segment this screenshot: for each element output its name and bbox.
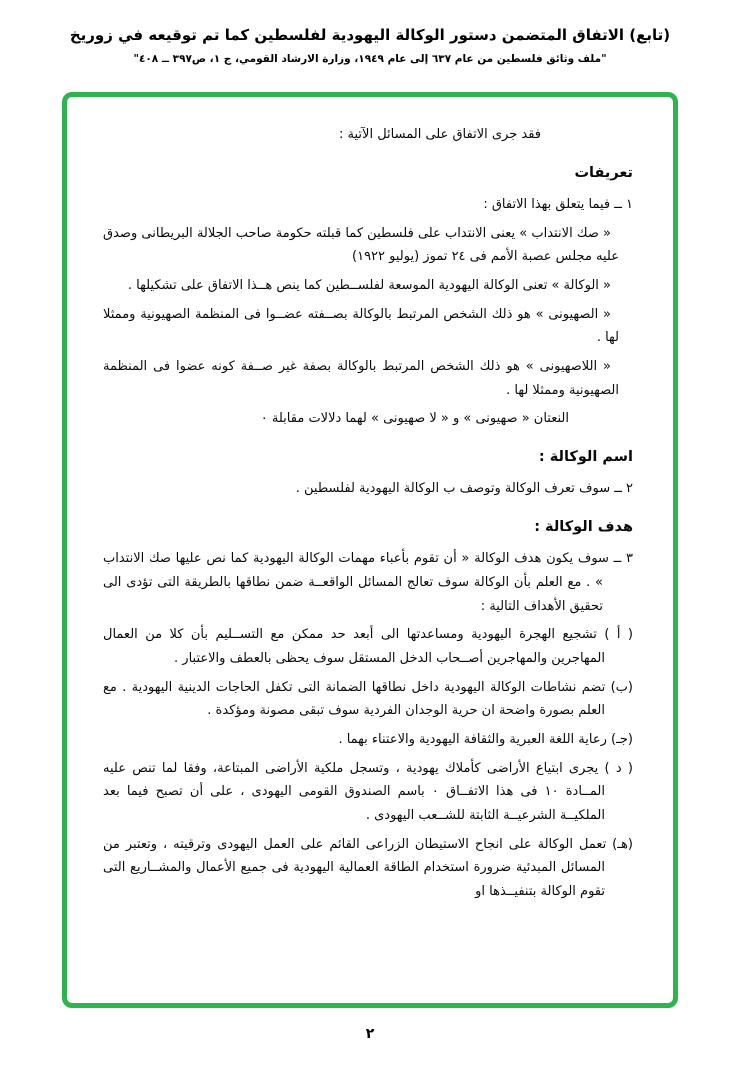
paragraph: ١ ــ فيما يتعلق بهذا الاتفاق : xyxy=(483,197,633,213)
paragraph: (ب) تضم نشاطات الوكالة اليهودية داخل نطاقها الضمانة التى تكفل الحاجات الدينية اليهودية . مع العلم بصورة واضحة ان حرية الوجدان الفردية سوف تبقى مصونة ومؤكدة . xyxy=(103,679,633,719)
paragraph: (هـ) تعمل الوكالة على انجاح الاستيطان الزراعى القائم على العمل اليهودى وترقيته ، وتعتبر من المسائل المبدئية ضرورة استخدام الطاقة العمالية اليهودية فى جميع الأعمال والمشــاريع التى تقوم الوكالة بتنفيــذها او xyxy=(103,836,633,899)
page-header xyxy=(0,0,740,65)
section-heading: هدف الوكالة : xyxy=(534,518,633,535)
paragraph: ٣ ــ سوف يكون هدف الوكالة « أن تقوم بأعباء مهمات الوكالة اليهودية كما نص عليها صك الانتداب » . مع العلم بأن الوكالة سوف تعالج المسائل الواقعــة ضمن نطاقها بالطريقة التى تؤدى الى تحقيق الأهداف التالية : xyxy=(103,551,633,614)
document-body xyxy=(103,123,633,904)
section-heading: تعريفات xyxy=(574,164,633,181)
document-source-citation: "ملف وثائق فلسطين من عام ٦٣٧ إلى عام ١٩٤٩، وزارة الارشاد القومي، ج ١، ص٣٩٧ ــ ٤٠٨" xyxy=(133,52,607,65)
paragraph: « الوكالة » تعنى الوكالة اليهودية الموسعة لفلســطين كما ينص هــذا الاتفاق على تشكيلها . xyxy=(127,278,611,293)
paragraph: « اللاصهيونى » هو ذلك الشخص المرتبط بالوكالة بصفة غير صــفة كونه عضوا فى المنظمة الصهيونية وممثلا لها . xyxy=(103,358,619,398)
paragraph: « صك الانتداب » يعنى الانتداب على فلسطين كما قبلته حكومة صاحب الجلالة البريطانى وصدق عليه مجلس عصبة الأمم فى ٢٤ تموز (يوليو ١٩٢٢) xyxy=(103,225,619,265)
paragraph: (جـ) رعاية اللغة العبرية والثقافة اليهودية والاعتناء بهما . xyxy=(338,731,633,747)
paragraph: ٢ ــ سوف تعرف الوكالة وتوصف ب الوكالة اليهودية لفلسطين . xyxy=(295,481,633,497)
paragraph: النعتان « صهيونى » و « لا صهيونى » لهما دلالات مقابلة ٠ xyxy=(260,411,569,427)
paragraph: ( أ ) تشجيع الهجرة اليهودية ومساعدتها الى أبعد حد ممكن مع التســليم بأن كلا من العمال المهاجرين والمهاجرين أصــحاب الدخل المستقل سوف يحظى بالعطف والاعتبار . xyxy=(103,627,633,666)
section-heading: اسم الوكالة : xyxy=(538,448,633,465)
paragraph: ( د ) يجرى ابتياع الأراضى كأملاك يهودية ، وتسجل ملكية الأراضى المبتاعة، وفقا لما تنص عليه المــادة ١٠ فى هذا الاتفــاق ٠ باسم الصندوق القومى اليهودى ، على أن تصبح فيما بعد الملكيــة الشرعيــة الثابتة للشــعب اليهودى . xyxy=(103,760,633,823)
document-blocks xyxy=(103,160,633,904)
document-border-frame xyxy=(62,92,678,1008)
paragraph: « الصهيونى » هو ذلك الشخص المرتبط بالوكالة بصــفته عضــوا فى المنظمة الصهيونية وممثلا لها . xyxy=(103,306,619,346)
intro-line: فقد جرى الاتفاق على المسائل الآتية : xyxy=(339,127,541,142)
document-title: (تابع) الاتفاق المتضمن دستور الوكالة اليهودية لفلسطين كما تم توقيعه في زوريخ xyxy=(69,26,671,44)
page-number: ٢ xyxy=(365,1026,375,1042)
